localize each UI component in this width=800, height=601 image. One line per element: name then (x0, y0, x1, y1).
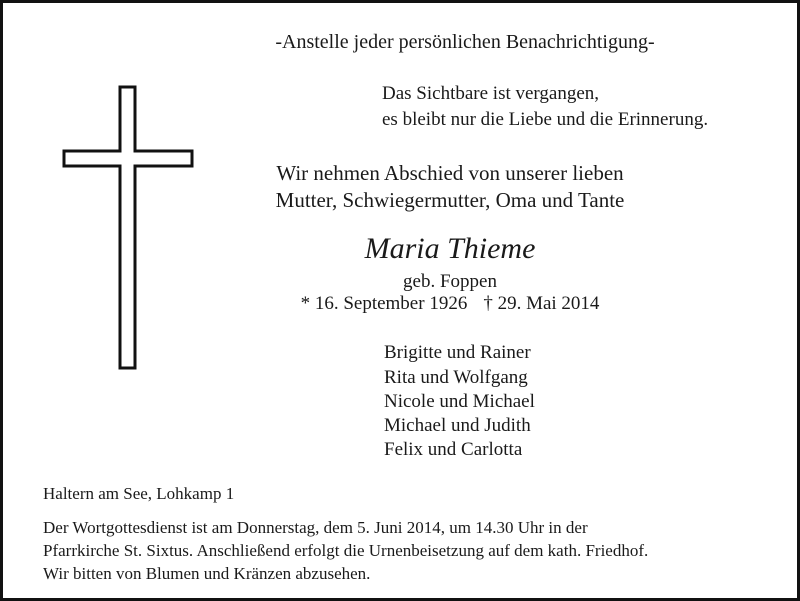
latin-cross-icon (62, 85, 194, 370)
notice-line-1: Der Wortgottesdienst ist am Donnerstag, dem 5. Juni 2014, um 14.30 Uhr in der (43, 518, 588, 537)
intro-line-2: Mutter, Schwiegermutter, Oma und Tante (275, 188, 625, 212)
notice-line-2: Pfarrkirche St. Sixtus. Anschließend erfolgt die Urnenbeisetzung auf dem kath. Friedhof. (43, 541, 649, 560)
mourner-1: Brigitte und Rainer (384, 342, 531, 363)
mourner-4: Michael und Judith (384, 415, 531, 436)
death-date: † 29. Mai 2014 (483, 293, 600, 314)
deceased-name: Maria Thieme (364, 232, 536, 265)
address: Haltern am See, Lohkamp 1 (43, 484, 235, 503)
mourner-5: Felix und Carlotta (384, 439, 523, 460)
notice-line-3: Wir bitten von Blumen und Kränzen abzusehen. (43, 564, 371, 583)
verse-line-1: Das Sichtbare ist vergangen, (382, 83, 600, 104)
life-dates (130, 294, 770, 313)
heading: -Anstelle jeder persönlichen Benachrichtigung- (275, 31, 655, 53)
verse-line-2: es bleibt nur die Liebe und die Erinnerung. (382, 109, 709, 130)
intro-line-1: Wir nehmen Abschied von unserer lieben (276, 161, 624, 185)
mourner-2: Rita und Wolfgang (384, 367, 528, 388)
mourner-3: Nicole und Michael (384, 391, 535, 412)
birth-date: * 16. September 1926 (300, 293, 468, 314)
maiden-name: geb. Foppen (403, 271, 497, 292)
